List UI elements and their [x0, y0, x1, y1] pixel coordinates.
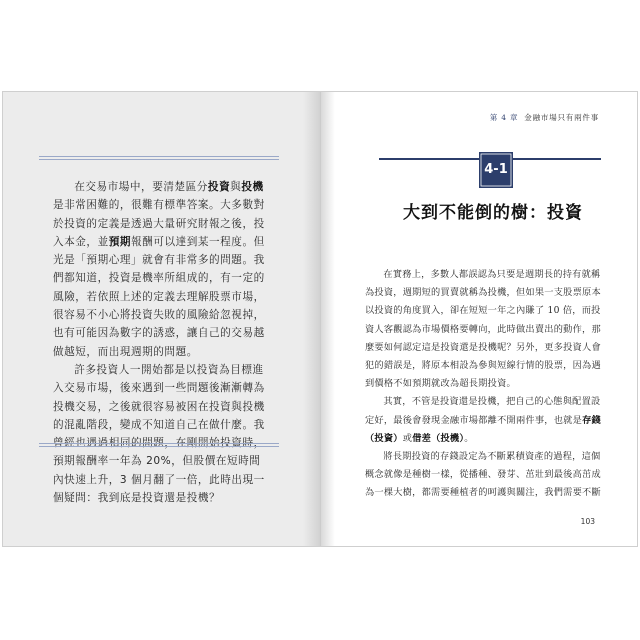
bold-term: （投資） [365, 432, 403, 444]
right-body-text [365, 266, 603, 503]
bold-term: （投機） [431, 432, 465, 444]
left-paragraph-1 [53, 178, 269, 361]
right-paragraph-3: 將長期投資的存錢設定為不斷累積資產的過程，這個概念就像是種樹一樣，從播種、發芽、茁壯到最後高茁成為一棵大樹，都需要種植者的呵護與關注，我們需要不斷 [365, 451, 601, 499]
bottom-double-rule [39, 443, 279, 447]
right-paragraph-1: 在實務上，多數人都誤認為只要是週期長的持有就稱為投資，週期短的買賣就稱為投機，但如果一支股票原本以投資的角度買入，卻在短短一年之內賺了 10 倍，而投資人客觀認為市場價格要轉向，此時做出賣出的動作，那麼要如何認定這是投資還是投機呢？另外，更多投資人會犯的錯誤是，將原本相設為參與短線行情的股票，因為遇到價格不如預期就改為超長期投資。 [365, 269, 601, 390]
section-badge [479, 152, 513, 188]
running-head [490, 112, 599, 123]
section-title: 大到不能倒的樹：投資 [403, 203, 583, 223]
right-page [321, 92, 638, 546]
bold-term: 借差 [412, 432, 432, 444]
running-head-title: 金融市場只有兩件事 [524, 113, 599, 122]
text-run: 與 [230, 181, 242, 193]
text-run: 。 [464, 432, 474, 444]
right-paragraph-2 [365, 393, 603, 448]
bold-term: 存錢 [582, 414, 601, 426]
right-gutter-shadow [321, 92, 335, 546]
section-number: 4-1 [484, 162, 508, 177]
top-double-rule [39, 156, 279, 160]
left-page [3, 92, 321, 546]
text-run: 其實，不管是投資還是投機，把自己的心態與配置設定好，最後會發現金融市場都離不開兩件事，也就是 [365, 396, 601, 426]
left-paragraph-2: 許多投資人一開始都是以投資為目標進入交易市場，後來遇到一些問題後漸漸轉為投機交易，之後就很容易被困在投資與投機的混亂階段，變成不知道自己在做什麼。我曾經也遇過相同的問題，在剛開始投資時，預期報酬率一年為 20%，但股價在短時間內快速上升，3 個月翻了一倍，此時出現一個疑問：我到底是投資還是投機？ [53, 363, 265, 505]
text-run: 或 [402, 432, 413, 444]
bold-term: 預期 [108, 235, 132, 248]
left-body-text [53, 178, 269, 507]
running-head-chapter: 第 4 章 [489, 113, 519, 122]
page-number: 103 [580, 517, 595, 526]
bold-term: 投資 [207, 181, 231, 193]
bold-term: 投機 [241, 181, 264, 193]
text-run: 在交易市場中，要清楚區分 [74, 181, 208, 193]
text-run: 是非常困難的，很難有標準答案。大多數對於投資的定義是透過大量研究財報之後，投入本金，並 [53, 199, 265, 248]
book-spread [2, 91, 638, 547]
text-run: 報酬可以達到某一程度。但光是「預期心理」就會有非常多的問題。我們都知道，投資是機率所組成的，有一定的風險，若依照上述的定義去理解股票市場，很容易不小心將投資失敗的風險給忽視掉，也有可能因為數字的誘惑，讓自己的交易越做越短，而出現週期的問題。 [53, 235, 265, 358]
